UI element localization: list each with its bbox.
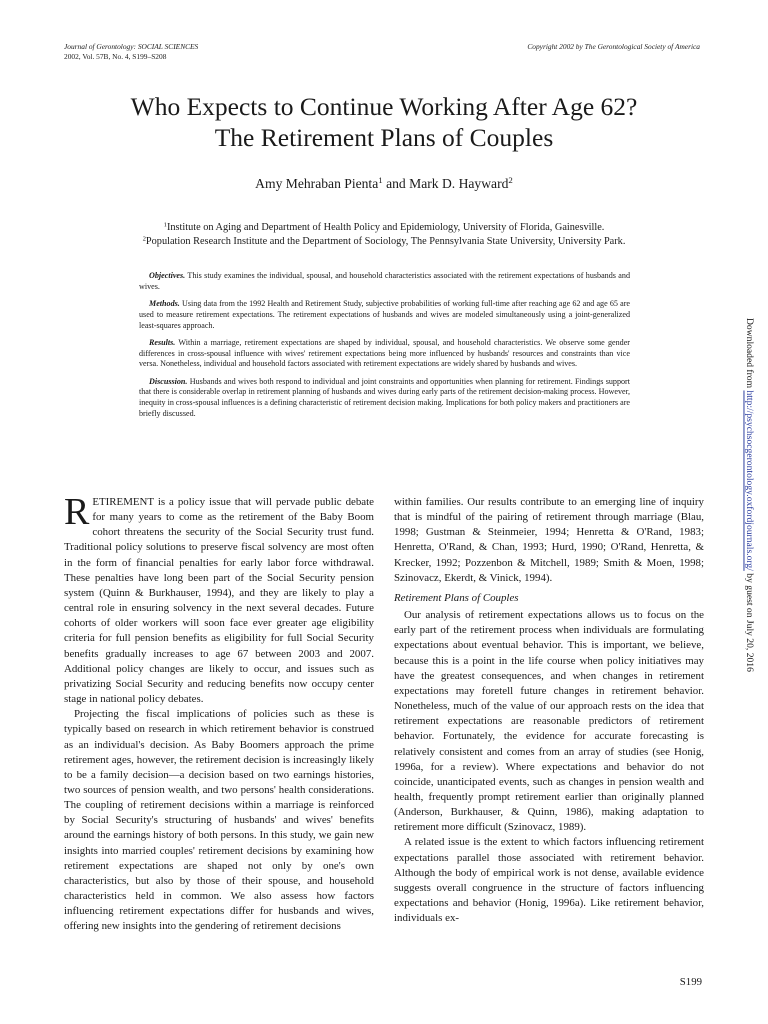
affiliation-1-text: Institute on Aging and Department of Health Policy and Epidemiology, University of Florida, Gainesville. <box>166 222 605 233</box>
paragraph-text: ETIREMENT is a policy issue that will pervade public debate for many years to come as the retirement of the Baby Boom cohort threatens the security of the Social Security trust fund. Traditional policy solutions to preserve fiscal solvency are most often in the form of financial penalties for early labor force withdrawal. These penalties have long been part of the Social Security pension system (Quinn & Burkhauser, 1994), and they are likely to play a central role in ensuring solvency in the next several decades. Future cohorts of older workers will soon face ever greater age eligibility criteria for full pension benefits as eligibility for full Social Security benefits gradually increases to age 67 between 2003 and 2007. Additional policy changes are likely to occur, and issues such as privatizing Social Security and reducing benefits now occupy center stage in national policy debates. <box>64 496 374 706</box>
journal-volume: 2002, Vol. 57B, No. 4, S199–S208 <box>64 52 167 61</box>
author-list <box>0 176 768 192</box>
author-2-mark: 2 <box>508 175 513 186</box>
results-heading: Results. <box>149 337 176 347</box>
affiliation-2-text: Population Research Institute and the Department of Sociology, The Pennsylvania State University, University Park. <box>145 236 626 247</box>
body-column-right <box>394 495 704 926</box>
page-number: S199 <box>679 976 702 988</box>
affiliation-1 <box>0 221 768 235</box>
abstract-methods <box>139 299 630 331</box>
affiliation-2-mark: 2 <box>142 235 146 243</box>
abstract-results <box>139 338 630 370</box>
methods-text: Using data from the 1992 Health and Retirement Study, subjective probabilities of working full-time after reaching age 62 and age 65 are used to measure retirement expectations. The retirement expectations of husbands and wives are modeled simultaneously using a joint-generalized least-squares approach. <box>139 298 630 330</box>
abstract-discussion <box>139 377 630 420</box>
abstract-objectives <box>139 271 630 293</box>
affiliation-1-mark: 1 <box>163 221 167 229</box>
author-1-mark: 1 <box>378 175 383 186</box>
body-paragraph: Our analysis of retirement expectations allows us to focus on the early part of the retirement process when individuals are formulating expectations about eventual behavior. This is important, we believe, because this is a point in the life course when policy initiatives may have the greatest consequences, and when changes in retirement expectations may foretell future changes in retirement behavior. Nonetheless, much of the value of our approach rests on the idea that retirement expectations are reasonable predictors of retirement behavior. Fortunately, the evidence for accurate forecasting is relatively consistent and comes from an array of studies (see Honig, 1996a, for a review). Where expectations and behavior do not coincide, unanticipated events, such as changes in pension wealth and health, frequently prompt retirement earlier than originally planned (Anderson, Burkhauser, & Quinn, 1986), making adaptation to retirement more difficult (Szinovacz, 1989). <box>394 609 704 834</box>
copyright-notice: Copyright 2002 by The Gerontological Society of America <box>527 42 700 51</box>
affiliations <box>0 221 768 249</box>
watermark-suffix: by guest on July 20, 2016 <box>744 570 755 672</box>
results-text: Within a marriage, retirement expectations are shaped by individual, spousal, and household characteristics. We observe some gender differences in cross-spousal influence with wives' retirement expectations being more influenced by husbands' resources and constraints than vice versa. Nonetheless, individual and household factors associated with retirement expectations are widely shared by husbands and wives. <box>139 337 630 369</box>
discussion-heading: Discussion. <box>149 376 188 386</box>
download-watermark <box>739 318 759 708</box>
body-paragraph <box>64 491 374 707</box>
section-heading: Retirement Plans of Couples <box>394 591 519 604</box>
journal-name: Journal of Gerontology: SOCIAL SCIENCES <box>64 42 199 51</box>
body-paragraph: A related issue is the extent to which factors influencing retirement expectations parallel those associated with retirement behavior. Although the body of empirical work is not dense, available evidence suggests overall congruence in the structure of factors influencing expectations and behavior (Honig, 1996a). Like retirement behavior, individuals ex- <box>394 836 704 925</box>
journal-link[interactable]: http://psychsocgerontology.oxfordjournals.org/ <box>744 390 755 571</box>
title-line-2: The Retirement Plans of Couples <box>214 123 554 152</box>
objectives-heading: Objectives. <box>149 271 186 280</box>
body-paragraph: within families. Our results contribute to an emerging line of inquiry that is mindful of the pairing of retirement through marriage (Blau, 1998; Gustman & Steinmeier, 1994; Henretta & O'Rand, 1983; Henretta, O'Rand, & Chan, 1993; Hurd, 1990; O'Rand, Henretta, & Krecker, 1992; Pozzenbon & Mitchell, 1989; Smith & Moen, 1998; Szinovacz, Ekerdt, & Vinick, 1994). <box>394 496 704 584</box>
author-1: Amy Mehraban Pienta <box>255 176 379 191</box>
discussion-text: Husbands and wives both respond to individual and joint constraints and opportunities when planning for retirement. Findings support that there is considerable overlap in retirement planning of husbands and wives during early parts of the retirement decision-making process. However, inequity in cross-spousal influences is a defining characteristic of retirement decision making. Implications for both policy makers and practitioners are briefly discussed. <box>139 376 630 418</box>
body-paragraph: Projecting the fiscal implications of policies such as these is typically based on research in which retirement behavior is construed as an individual's decision. As Baby Boomers approach the prime retirement ages, however, the retirement decision is increasingly likely to be a family decision—a decision based on two earnings histories, two sources of pension wealth, and two persons' health considerations. The coupling of retirement decisions within a marriage is reinforced by Social Security's structuring of husbands' and wives' benefits around the earnings history of both persons. In this study, we gain new insights into married couples' retirement decisions by examining how retirement expectations are shaped not only by one's own characteristics, but also by those of their spouse, and household characteristics held in common. We also assess how factors influencing retirement expectations differ for husbands and wives, offering new insights into the gendering of retirement decisions <box>64 708 374 933</box>
author-conjunction: and <box>382 176 410 191</box>
drop-cap: R <box>64 491 90 533</box>
watermark-prefix: Downloaded from <box>744 318 755 391</box>
body-column-left <box>64 491 374 935</box>
article-title <box>0 91 768 153</box>
journal-header <box>64 42 198 62</box>
objectives-text: This study examines the individual, spousal, and household characteristics associated with the retirement expectations of husbands and wives. <box>139 271 630 291</box>
abstract <box>139 271 630 426</box>
title-line-1: Who Expects to Continue Working After Age 62? <box>130 92 638 121</box>
methods-heading: Methods. <box>149 298 180 308</box>
author-2: Mark D. Hayward <box>409 176 509 191</box>
affiliation-2 <box>0 235 768 249</box>
